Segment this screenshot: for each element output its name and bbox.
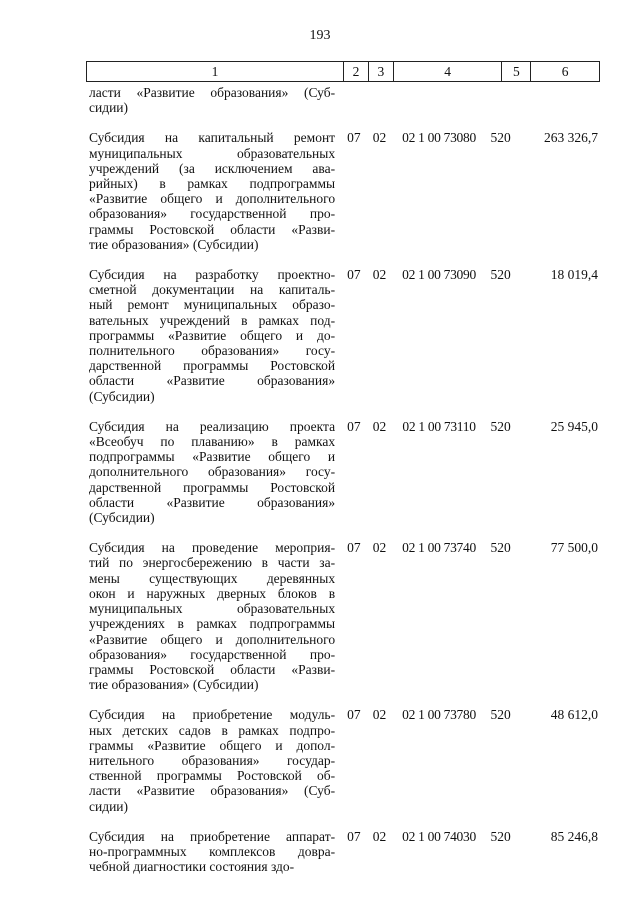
description-line: муниципальных образовательных bbox=[89, 601, 336, 617]
description-line: чебной диагностики состояния здо- bbox=[89, 859, 295, 875]
section-code bbox=[335, 85, 367, 115]
expense-type-code: 520 bbox=[490, 828, 511, 844]
subsection-code: 02 bbox=[372, 707, 387, 723]
section-code: 07 bbox=[347, 418, 361, 434]
description-line: Субсидия на разработку проектно- bbox=[89, 267, 336, 283]
description-line: сидии) bbox=[89, 100, 129, 116]
row-description bbox=[86, 267, 335, 404]
description-line: ных детских садов в рамках подпро- bbox=[89, 722, 336, 738]
description-line: учреждениях в рамках подпрограммы bbox=[89, 616, 336, 632]
description-line: но-программных комплексов довра- bbox=[89, 843, 336, 859]
description-line: ласти «Развитие образования» (Суб- bbox=[89, 85, 336, 100]
amount: 263 326,7 bbox=[544, 130, 599, 146]
description-line: программы «Развитие общего и до- bbox=[89, 327, 336, 343]
description-line: Субсидия на приобретение аппарат- bbox=[89, 828, 336, 844]
description-line: области «Развитие образования» bbox=[89, 373, 336, 389]
description-line: Субсидия на приобретение модуль- bbox=[89, 707, 336, 723]
description-line: учреждений (за исключением ава- bbox=[89, 160, 336, 176]
table-row bbox=[86, 419, 600, 525]
description-line: (Субсидии) bbox=[89, 388, 155, 404]
description-line: вательных учреждений в рамках под- bbox=[89, 312, 336, 328]
expense-type-code: 520 bbox=[490, 540, 511, 556]
amount: 77 500,0 bbox=[550, 540, 599, 556]
description-line: Субсидия на реализацию проекта bbox=[89, 418, 336, 434]
header-col-3: 3 bbox=[368, 62, 393, 81]
subsection-code: 02 bbox=[372, 267, 387, 283]
description-line: граммы Ростовской области «Разви- bbox=[89, 661, 336, 677]
description-line: (Субсидии) bbox=[89, 510, 155, 526]
target-article-code: 02 1 00 73110 bbox=[402, 418, 476, 434]
row-description bbox=[86, 540, 335, 692]
description-line: тие образования» (Субсидии) bbox=[89, 677, 259, 693]
subsection-code: 02 bbox=[372, 540, 387, 556]
target-article-code: 02 1 00 73090 bbox=[402, 267, 476, 283]
table-row bbox=[86, 267, 600, 404]
table-header bbox=[86, 61, 600, 82]
section-code: 07 bbox=[347, 540, 361, 556]
subsection-code: 02 bbox=[372, 418, 387, 434]
target-article-code bbox=[392, 85, 486, 115]
header-col-5: 5 bbox=[501, 62, 530, 81]
description-line: полнительного образования» госу- bbox=[89, 343, 336, 359]
section-code: 07 bbox=[347, 130, 361, 146]
section-code: 07 bbox=[347, 707, 361, 723]
table-row bbox=[86, 829, 600, 875]
amount: 25 945,0 bbox=[550, 418, 599, 434]
description-line: области «Развитие образования» bbox=[89, 494, 336, 510]
row-description bbox=[86, 829, 335, 875]
expense-type-code: 520 bbox=[490, 418, 511, 434]
page-number: 193 bbox=[309, 28, 331, 43]
description-line: образования» государственной про- bbox=[89, 206, 336, 222]
description-line: подпрограммы «Развитие общего и bbox=[89, 449, 336, 465]
description-line: Субсидия на проведение мероприя- bbox=[89, 540, 336, 556]
target-article-code: 02 1 00 73780 bbox=[402, 707, 476, 723]
table-row bbox=[86, 85, 600, 115]
expense-type-code: 520 bbox=[490, 267, 511, 283]
subsection-code bbox=[367, 85, 393, 115]
description-line: граммы «Развитие общего и допол- bbox=[89, 737, 336, 753]
description-line: «Развитие общего и дополнительного bbox=[89, 631, 336, 647]
amount: 48 612,0 bbox=[550, 707, 599, 723]
description-line: дарственной программы Ростовской bbox=[89, 358, 336, 374]
table-row bbox=[86, 130, 600, 252]
target-article-code: 02 1 00 73080 bbox=[402, 130, 476, 146]
expense-type-code: 520 bbox=[490, 130, 511, 146]
row-description bbox=[86, 85, 335, 115]
amount: 85 246,8 bbox=[550, 828, 599, 844]
description-line: «Всеобуч по плаванию» в рамках bbox=[89, 434, 336, 450]
header-col-4: 4 bbox=[393, 62, 502, 81]
description-line: мены существующих деревянных bbox=[89, 570, 336, 586]
table-row bbox=[86, 707, 600, 813]
description-line: тий по энергосбережению в части за- bbox=[89, 555, 336, 571]
description-line: дарственной программы Ростовской bbox=[89, 479, 336, 495]
row-description bbox=[86, 130, 335, 252]
description-line: граммы Ростовской области «Разви- bbox=[89, 221, 336, 237]
row-description bbox=[86, 707, 335, 813]
header-col-2: 2 bbox=[343, 62, 368, 81]
description-line: дополнительного образования» госу- bbox=[89, 464, 336, 480]
subsection-code: 02 bbox=[372, 828, 387, 844]
section-code: 07 bbox=[347, 267, 361, 283]
subsection-code: 02 bbox=[372, 130, 387, 146]
description-line: ственной программы Ростовской об- bbox=[89, 768, 336, 784]
description-line: образования» государственной про- bbox=[89, 646, 336, 662]
table-row bbox=[86, 540, 600, 692]
expense-type-code bbox=[486, 85, 516, 115]
section-code: 07 bbox=[347, 828, 361, 844]
description-line: муниципальных образовательных bbox=[89, 145, 336, 161]
target-article-code: 02 1 00 73740 bbox=[402, 540, 476, 556]
expense-type-code: 520 bbox=[490, 707, 511, 723]
header-col-6: 6 bbox=[530, 62, 599, 81]
amount bbox=[515, 85, 600, 115]
table-body bbox=[86, 85, 600, 889]
description-line: ный ремонт муниципальных образо- bbox=[89, 297, 336, 313]
description-line: Субсидия на капитальный ремонт bbox=[89, 130, 336, 146]
description-line: ласти «Развитие образования» (Суб- bbox=[89, 783, 336, 799]
row-description bbox=[86, 419, 335, 525]
description-line: сидии) bbox=[89, 798, 129, 814]
header-col-1: 1 bbox=[211, 64, 219, 79]
amount: 18 019,4 bbox=[550, 267, 599, 283]
description-line: нительного образования» государ- bbox=[89, 752, 336, 768]
description-line: «Развитие общего и дополнительного bbox=[89, 191, 336, 207]
description-line: окон и наружных дверных блоков в bbox=[89, 585, 336, 601]
description-line: тие образования» (Субсидии) bbox=[89, 236, 259, 252]
description-line: сметной документации на капиталь- bbox=[89, 282, 336, 298]
description-line: рийных) в рамках подпрограммы bbox=[89, 176, 336, 192]
target-article-code: 02 1 00 74030 bbox=[402, 828, 476, 844]
